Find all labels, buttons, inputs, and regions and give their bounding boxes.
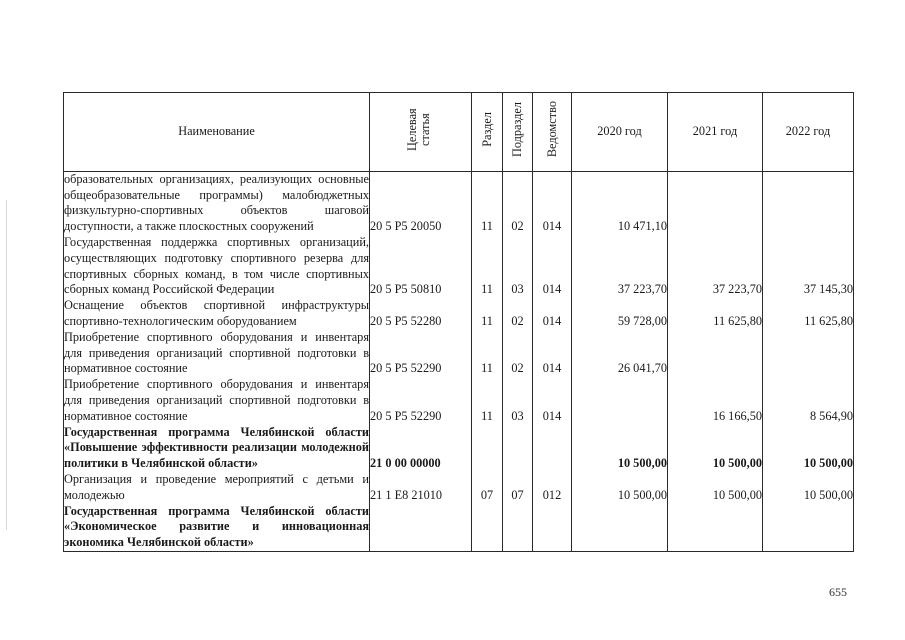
row-2020: 10 500,00	[572, 425, 668, 472]
row-2022	[763, 330, 854, 377]
row-department: 014	[533, 298, 572, 330]
row-article: 21 1 E8 21010	[370, 472, 472, 504]
table-row	[64, 504, 854, 552]
row-department: 014	[533, 235, 572, 298]
row-name: Приобретение спортивного оборудования и инвентаря для приведения организаций спортивной подготовки в нормативное состояние	[64, 329, 369, 376]
row-2022: 8 564,90	[763, 377, 854, 424]
row-department: 014	[533, 377, 572, 424]
table-body	[64, 171, 854, 551]
row-article: 20 5 P5 52290	[370, 377, 472, 424]
row-2022	[763, 171, 854, 235]
row-subsection	[503, 425, 533, 472]
row-2020	[572, 377, 668, 424]
row-2020: 37 223,70	[572, 235, 668, 298]
row-subsection: 07	[503, 472, 533, 504]
row-name: образовательных организациях, реализующих основные общеобразовательные программы) малобюджетных физкультурно-спортивных объектов шаговой доступности, а также плоскостных сооружений	[64, 171, 369, 234]
row-article: 21 0 00 00000	[370, 425, 472, 472]
row-name: Государственная программа Челябинской области «Повышение эффективности реализации молодежной политики в Челябинской области»	[64, 424, 369, 471]
row-2022: 10 500,00	[763, 425, 854, 472]
table-row	[64, 235, 854, 298]
row-2020: 10 471,10	[572, 171, 668, 235]
row-2021	[668, 504, 763, 552]
table-row	[64, 330, 854, 377]
row-name: Оснащение объектов спортивной инфраструктуры спортивно-технологическим оборудованием	[64, 298, 369, 328]
header-2020: 2020 год	[572, 93, 668, 172]
row-2022: 10 500,00	[763, 472, 854, 504]
row-2021: 10 500,00	[668, 472, 763, 504]
row-subsection: 02	[503, 330, 533, 377]
page-number: 655	[829, 585, 847, 599]
row-name: Государственная программа Челябинской области «Экономическое развитие и инновационная экономика Челябинской области»	[64, 504, 370, 552]
page-edge-line	[6, 200, 7, 530]
row-subsection: 02	[503, 171, 533, 235]
row-department	[533, 425, 572, 472]
row-section	[472, 504, 503, 552]
header-2022: 2022 год	[763, 93, 854, 172]
table-row	[64, 425, 854, 472]
row-article: 20 5 P5 52290	[370, 330, 472, 377]
row-name: Государственная поддержка спортивных организаций, осуществляющих подготовку спортивного резерва для спортивных сборных команд, в том числе спортивных сборных команд Российской Федерации	[64, 234, 369, 297]
row-department: 014	[533, 171, 572, 235]
table-row	[64, 377, 854, 424]
header-department: Ведомство	[533, 93, 572, 172]
row-subsection	[503, 504, 533, 552]
row-2021: 10 500,00	[668, 425, 763, 472]
row-section: 11	[472, 171, 503, 235]
row-2022: 37 145,30	[763, 235, 854, 298]
table-row	[64, 298, 854, 330]
row-2020: 10 500,00	[572, 472, 668, 504]
row-2021: 16 166,50	[668, 377, 763, 424]
row-department: 014	[533, 330, 572, 377]
header-name: Наименование	[64, 93, 370, 172]
row-2020: 59 728,00	[572, 298, 668, 330]
row-subsection: 02	[503, 298, 533, 330]
row-2020	[572, 504, 668, 552]
row-section: 11	[472, 235, 503, 298]
table-header	[64, 93, 854, 172]
table-row	[64, 171, 854, 235]
row-article	[370, 504, 472, 552]
header-article: Целевая статья	[370, 93, 472, 172]
row-section: 11	[472, 298, 503, 330]
header-section: Раздел	[472, 93, 503, 172]
row-2020: 26 041,70	[572, 330, 668, 377]
header-2021: 2021 год	[668, 93, 763, 172]
budget-table	[63, 92, 854, 552]
row-name: Приобретение спортивного оборудования и инвентаря для приведения организаций спортивной подготовки в нормативное состояние	[64, 377, 369, 423]
row-subsection: 03	[503, 235, 533, 298]
row-department: 012	[533, 472, 572, 504]
row-section: 07	[472, 472, 503, 504]
row-article: 20 5 P5 52280	[370, 298, 472, 330]
table-row	[64, 472, 854, 504]
row-article: 20 5 P5 20050	[370, 171, 472, 235]
row-name: Организация и проведение мероприятий с детьми и молодежью	[64, 471, 369, 502]
row-section: 11	[472, 330, 503, 377]
row-2022	[763, 504, 854, 552]
row-section: 11	[472, 377, 503, 424]
header-subsection: Подраздел	[503, 93, 533, 172]
row-article: 20 5 P5 50810	[370, 235, 472, 298]
row-2022: 11 625,80	[763, 298, 854, 330]
row-2021: 11 625,80	[668, 298, 763, 330]
row-2021	[668, 171, 763, 235]
row-subsection: 03	[503, 377, 533, 424]
row-department	[533, 504, 572, 552]
row-2021: 37 223,70	[668, 235, 763, 298]
row-2021	[668, 330, 763, 377]
row-section	[472, 425, 503, 472]
